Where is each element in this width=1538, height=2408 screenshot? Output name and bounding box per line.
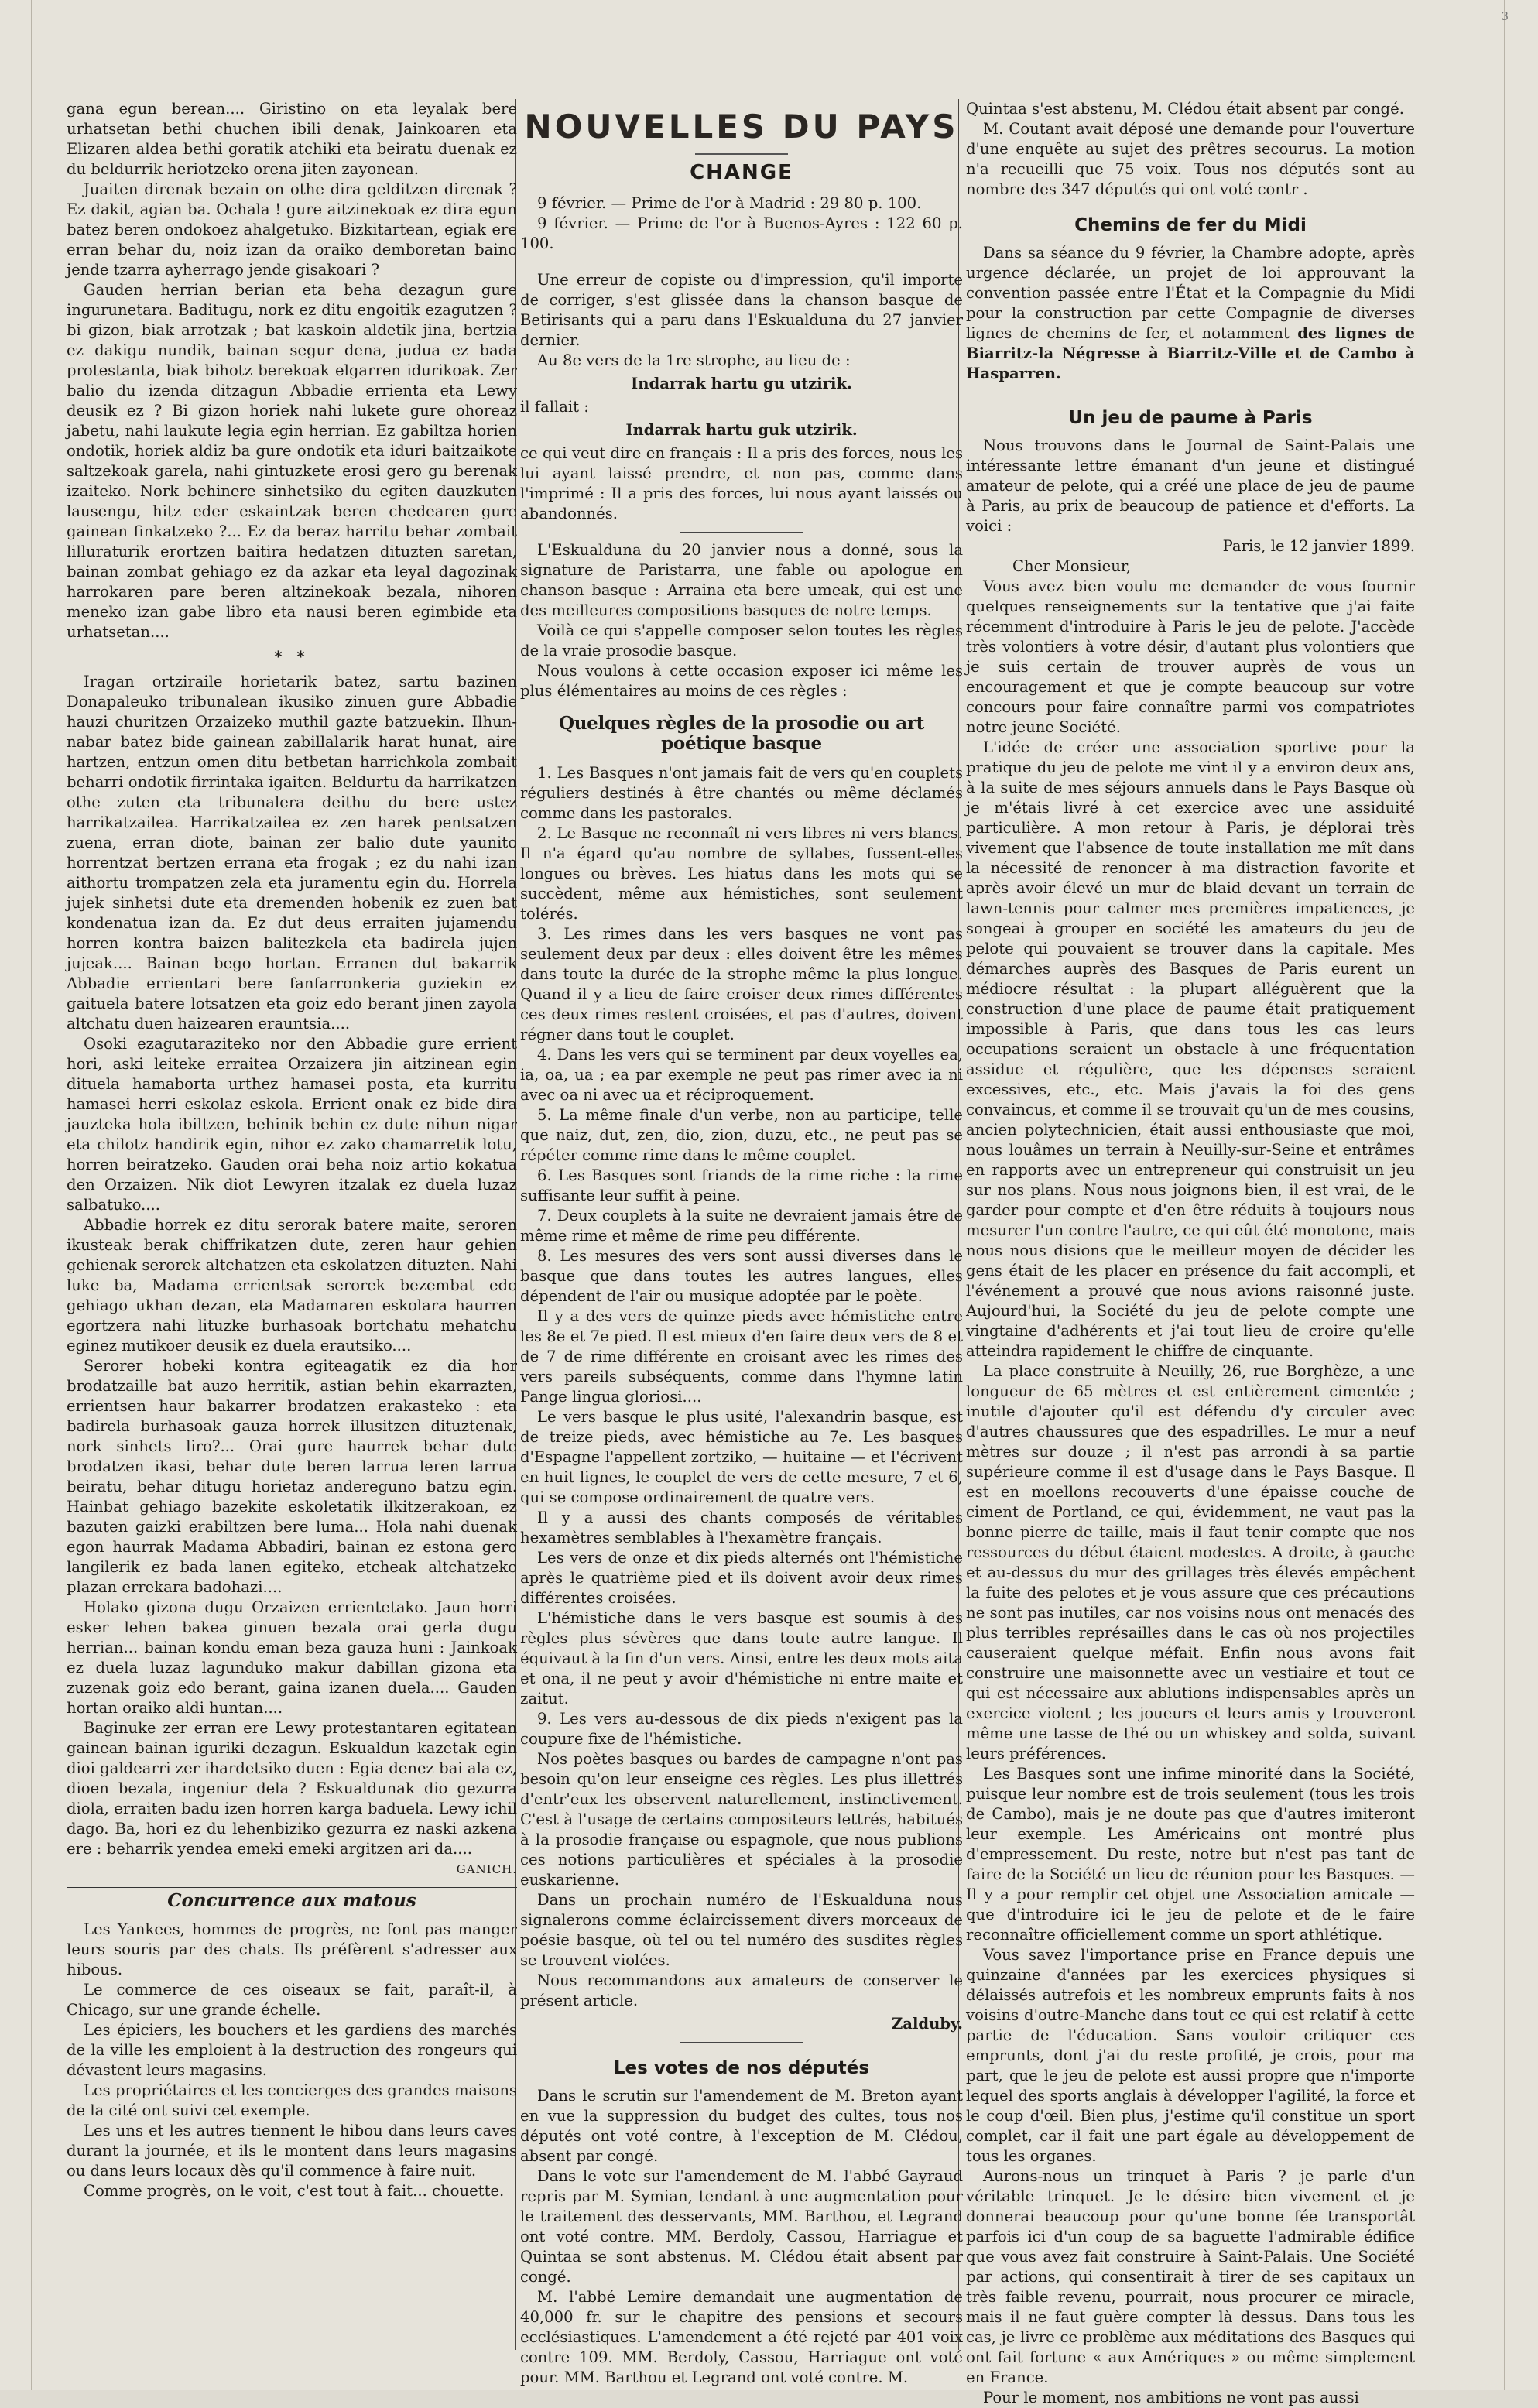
paragraph: Une erreur de copiste ou d'impression, qu'il importe de corriger, s'est glissée dans la chanson basque de Betirisants qui a paru dans l'Eskualduna du 27 janvier dernier. [520, 271, 963, 349]
paragraph: Voilà ce qui s'appelle composer selon toutes les règles de la vraie prosodie basque. [520, 622, 963, 659]
divider [695, 153, 788, 155]
rule-item: 7. Deux couplets à la suite ne devraient jamais être de même rime et même de rime peu différente. [520, 1207, 963, 1245]
divider [680, 532, 803, 533]
paragraph: Vous avez bien voulu me demander de vous fournir quelques renseignements sur la tentative que j'ai faite récemment d'introduire à Paris le jeu de pelote. J'accède très volontiers à votre désir, d'autant plus volontiers que je suis certain de trouver auprès de vous un encouragement et que je compte beaucoup sur votre concours pour faire connaître parmi vos compatriotes notre jeune Société. [966, 577, 1415, 736]
paragraph: Les vers de onze et dix pieds alternés ont l'hémistiche après le quatrième pied et ils doivent avoir deux rimes différentes croisées. [520, 1549, 963, 1607]
article-title: Un jeu de paume à Paris [1068, 408, 1313, 428]
column-nouvelles [520, 99, 963, 2386]
paragraph: Nous recommandons aux amateurs de conserver le présent article. [520, 1971, 963, 2009]
divider [680, 2042, 803, 2043]
paragraph: Les propriétaires et les concierges des grandes maisons de la cité ont suivi cet exemple. [67, 2081, 517, 2119]
rule-item: 3. Les rimes dans les vers basques ne vont pas seulement deux par deux : elles doivent être les mêmes dans toute la durée de la strophe même la plus longue. Quand il y a lieu de faire croiser deux rimes différentes ces deux rimes restent croisées, et pas d'autres, doivent régner dans tout le couplet. [520, 925, 963, 1043]
paragraph: ce qui veut dire en français : Il a pris des forces, nous les lui ayant laissé prendre, et non pas, comme dans l'imprimé : Il a pris des forces, lui nous ayant laissés ou abandonnés. [520, 444, 963, 522]
paragraph: Les uns et les autres tiennent le hibou dans leurs caves durant la journée, et ils le montent dans leurs magasins ou dans leurs locaux dès qu'il commence à faire nuit. [67, 2122, 517, 2180]
rule-item: 8. Les mesures des vers sont aussi diverses dans le basque que dans toutes les autres langues, elles dépendent de l'air ou musique adoptée par le poète. [520, 1247, 963, 1305]
section-separator: * * [274, 648, 310, 666]
paragraph: Juaiten direnak bezain on othe dira gelditzen direnak ? Ez dakit, agian ba. Ochala ! gure aitzinekoak ez dira egun batez beren ondokoez ahalgetuko. Bizkitartean, egiak ere erran behar du, noiz izan da oraiko demboretan baino jende tzarra ayherrago jende gisakoari ? [67, 180, 517, 279]
paragraph: gana egun berean.... Giristino on eta leyalak bere urhatsetan bethi chuchen ibili denak, Jainkoaren eta Elizaren aldea bethi goratik atchiki eta beiratu duenak ez du beldurrik heriotzeko orena jiten zayonean. [67, 100, 517, 178]
verse-line: Indarrak hartu guk utzirik. [625, 421, 858, 439]
paragraph-emphasis: des lignes de Biarritz-la Négresse à Biarritz-Ville et de Cambo à Hasparren. [966, 324, 1415, 382]
section-title: CHANGE [690, 161, 793, 184]
paragraph: Il y a aussi des chants composés de véritables hexamètres semblables à l'hexamètre français. [520, 1509, 963, 1547]
paragraph: Les épiciers, les bouchers et les gardiens des marchés de la ville les emploient à la destruction des rongeurs qui dévastent leurs magasins. [67, 2021, 517, 2079]
paragraph: Il y a des vers de quinze pieds avec hémistiche entre les 8e et 7e pied. Il est mieux d'en faire deux vers de 8 et de 7 de rime différente en croisant avec les rimes des vers pareils subséquents, comme dans l'hymne latin Pange lingua gloriosi.... [520, 1307, 963, 1406]
paragraph: Quintaa s'est abstenu, M. Clédou était absent par congé. [966, 100, 1404, 118]
paragraph: Gauden herrian berian eta beha dezagun gure ingurunetara. Baditugu, nork ez ditu engoitik ezagutzen ? bi gizon, biak arrotzak ; bat kaskoin aldetik jina, bertzia ez dakigu nundik, bainan segur dena, judua ez bada protestanta, biak bihotz berekoak elgarren idurikoak. Zer balio du izenda ditzagun Abbadie errienta eta Lewy deusik ez ? Bi gizon horiek nahi lukete gure ohoreaz jabetu, nahi laukute legia egin herrian. Ez gabiltza horien ondotik, horiek aldiz ba gure ondotik eta iduri baitzaikote saltzekoak garela, nahi gintuzkete erosi gero gu berenak izaiteko. Nork behinere sinhetsiko du egiten dauzkuten lausengu, hitz eder eskaintzak beren chedearen gure gainean finkatzeko ?... Ez da beraz harritu behar zombait lilluraturik erortzen baitira hedatzen dituzten saretan, bainan zombat gehiago ez da azkar eta leyal dagozinak harrokaren pare beren altzinekoak bezala, nihoren meneko izan gabe libro eta nausi beren egimbide eta urhatsetan.... [67, 281, 517, 641]
column-basque-article [67, 99, 517, 2350]
paragraph: Nous trouvons dans le Journal de Saint-Palais une intéressante lettre émanant d'un jeune et distingué amateur de pelote, qui a créé une place de jeu de paume à Paris, au prix de beaucoup de patience et d'efforts. La voici : [966, 437, 1415, 535]
article-title: Quelques règles de la prosodie ou art poétique basque [559, 713, 924, 754]
page-number: 3 [1501, 9, 1509, 23]
letter-salutation: Cher Monsieur, [1012, 557, 1132, 575]
paragraph: L'Eskualduna du 20 janvier nous a donné, sous la signature de Paristarra, une fable ou apologue en chanson basque : Arraina eta bere umeak, qui est une des meilleures compositions basques de notre temps. [520, 541, 963, 619]
section-masthead: NOUVELLES DU PAYS [524, 108, 959, 146]
paragraph: M. Coutant avait déposé une demande pour l'ouverture d'une enquête au sujet des prêtres secourus. La motion n'a recueilli que 75 voix. Tous nos députés sont au nombre des 347 députés qui ont voté contr . [966, 120, 1415, 198]
paragraph [966, 243, 1415, 384]
article-signature: GANICH. [456, 1862, 517, 1876]
paragraph-text: Dans sa séance du 9 février, la Chambre adopte, après urgence déclarée, un projet de loi approuvant la convention passée entre l'État et la Compagnie du Midi pour la construction par cette Compagnie de diverses lignes de chemins de fer, et notamment [966, 244, 1415, 342]
rule-item: 1. Les Basques n'ont jamais fait de vers qu'en couplets réguliers destinés à être chantés ou même déclamés comme dans les pastorales. [520, 764, 963, 822]
paragraph: Comme progrès, on le voit, c'est tout à fait... chouette. [84, 2182, 505, 2200]
paragraph: Au 8e vers de la 1re strophe, au lieu de : [537, 351, 851, 369]
letter-date: Paris, le 12 janvier 1899. [1222, 537, 1415, 555]
paragraph: Le commerce de ces oiseaux se fait, paraît-il, à Chicago, sur une grande échelle. [67, 1981, 517, 2019]
article-title: Chemins de fer du Midi [1074, 215, 1307, 235]
column-paume [966, 99, 1416, 2406]
paragraph: Nous voulons à cette occasion exposer ici même les plus élémentaires au moins de ces règles : [520, 662, 963, 700]
paragraph: Vous savez l'importance prise en France depuis une quinzaine d'années par les exercices physiques si délaissés autrefois et les nombreux emprunts faits à nos voisins d'outre-Manche dans tout ce qui est relatif à cette partie de l'éducation. Sans vouloir critiquer ces emprunts, dont j'ai du reste profité, je crois, pour ma part, que le jeu de pelote est aussi propre que n'importe lequel des sports anglais à développer l'agilité, la force et le coup d'œil. Bien plus, j'estime qu'il constitue un sport complet, car il fait une part égale au développement de tous les organes. [966, 1946, 1415, 2165]
paragraph: Les Yankees, hommes de progrès, ne font pas manger leurs souris par des chats. Ils préfèrent s'adresser aux hibous. [67, 1920, 517, 1978]
paragraph: Holako gizona dugu Orzaizen errientetako. Jaun horri esker lehen bakea ginuen bezala orai gerla dugu herrian... bainan kondu eman beza gauza huni : Jainkoak ez duela luzaz lagunduko makur dabillan gizona eta zuzenak goiz edo berant, gaina izanen duela.... Gauden hortan oraiko aldi huntan.... [67, 1598, 517, 1717]
article-title: Concurrence aux matous [67, 1887, 517, 1913]
paragraph: M. l'abbé Lemire demandait une augmentation de 40,000 fr. sur le chapitre des pensions et secours ecclésiastiques. L'amendement a été rejeté par 401 voix contre 109. MM. Berdoly, Cassou, Harriague ont voté pour. MM. Barthou et Legrand ont voté contre. M. [520, 2288, 963, 2386]
paragraph: Dans le vote sur l'amendement de M. l'abbé Gayraud repris par M. Symian, tendant à une augmentation pour le traitement des desservants, MM. Barthou, et Legrand ont voté contre. MM. Berdoly, Cassou, Harriague et Quintaa se sont abstenus. M. Clédou était absent par congé. [520, 2167, 963, 2286]
paragraph: Le vers basque le plus usité, l'alexandrin basque, est de treize pieds, avec hémistiche au 7e. Les basques d'Espagne l'appellent zortziko, — huitaine — et l'écrivent en huit lignes, le couplet de vers de cette mesure, 7 et 6, qui se compose ordinairement de quatre vers. [520, 1408, 963, 1506]
paragraph: 9 février. — Prime de l'or à Madrid : 29 80 p. 100. [537, 194, 922, 212]
rule-item: 2. Le Basque ne reconnaît ni vers libres ni vers blancs. Il n'a égard qu'au nombre de syllabes, fussent-elles longues ou brèves. Les hiatus dans les mots qui se succèdent, même aux hémistiches, sont seulement tolérés. [520, 824, 963, 923]
paragraph: Les Basques sont une infime minorité dans la Société, puisque leur nombre est de trois seulement (tous les trois de Cambo), mais je ne doute pas que d'autres imiteront leur exemple. Les Américains ont montré plus d'empressement. Du reste, notre but n'est pas tant de faire de la Société un lieu de réunion pour les Basques. — Il y a pour remplir cet objet une Association amicale — que d'introduire ici le jeu de pelote et de le faire reconnaître officiellement comme un sport athlétique. [966, 1765, 1415, 1944]
verse-line: Indarrak hartu gu utzirik. [631, 375, 852, 392]
paragraph: Nos poètes basques ou bardes de campagne n'ont pas besoin qu'on leur enseigne ces règles. Les plus illettrés d'entr'eux les observent naturellement, instinctivement. C'est à l'usage de certains compositeurs lettrés, habitués à la prosodie française ou espagnole, que nous publions ces notions particulières et spéciales à la prosodie euskarienne. [520, 1750, 963, 1889]
paragraph: Osoki ezagutaraziteko nor den Abbadie gure errient hori, aski leiteke erraitea Orzaizera jin aitzinean egin dituela hamaborta urthez hamasei posta, eta kurritu hamasei herri eskolaz eskola. Errient onak ez bide dira jauzteka hola ibiltzen, behinik behin ez dute nihun nigar eta chilotz handirik egin, nihor ez zako chamarretik lotu, horren beiratzeko. Gauden orai beha noiz artio kokatua den Orzaizen. Nik diot Lewyren itzalak ez duela luzaz salbatuko.... [67, 1035, 517, 1214]
rule-item: 6. Les Basques sont friands de la rime riche : la rime suffisante leur suffit à peine. [520, 1166, 963, 1204]
paragraph: L'hémistiche dans le vers basque est soumis à des règles plus sévères que dans toute autre langue. Il équivaut à la fin d'un vers. Ainsi, entre les deux mots aita et ona, il ne peut y avoir d'hémistiche ni entre maite et zaitut. [520, 1609, 963, 1708]
paragraph: il fallait : [520, 398, 589, 416]
paragraph: Aurons-nous un trinquet à Paris ? je parle d'un véritable trinquet. Je le désire bien vivement et je donnerai beaucoup pour qu'une bonne fée transportât parfois ici d'un coup de sa baguette l'admirable édifice que vous avez fait construire à Saint-Palais. Une Société par actions, qui consentirait à tirer de ses capitaux un très faible revenu, pourrait, nous procurer ce miracle, mais il ne faut guère compter là dessus. Dans tous les cas, je livre ce problème aux méditations des Basques qui ont fait fortune « aux Amériques » ou même simplement en France. [966, 2167, 1415, 2386]
paragraph: Serorer hobeki kontra egiteagatik ez dia hor brodatzaille bat auzo herritik, astian behin ekarrazten, errientsen haur bakarrer brodatzen erakasteko : eta badirela burhasoak gauza horrek illusitzen dituztenak, nork sinhets liro?... Orai gure haurrek behar dute brodatzen ikasi, behar dute beren larrua leren larrua beiratu, behar ditugu horietaz andereguno batzu egin. Hainbat gehiago bazekite eskoletatik ilkitzerakoan, ez bazuten gaizki erabiltzen bere luma... Hola nahi duenak egon haurrak Madama Abbadiri, bainan ez estona gero langilerik ez bada lanen egiteko, etcheak altchatzeko plazan errekara badohazi.... [67, 1357, 517, 1596]
rule-item: 4. Dans les vers qui se terminent par deux voyelles ea, ia, oa, ua ; ea par exemple ne peut pas rimer avec ia ni avec oa ni avec ua et réciproquement. [520, 1046, 963, 1104]
article-signature: Zalduby. [891, 2015, 963, 2033]
rule-item: 9. Les vers au-dessous de dix pieds n'exigent pas la coupure fixe de l'hémistiche. [520, 1710, 963, 1748]
paragraph: Pour le moment, nos ambitions ne vont pas aussi [983, 2389, 1359, 2406]
paragraph: La place construite à Neuilly, 26, rue Borghèze, a une longueur de 65 mètres et est entièrement cimentée ; inutile d'ajouter qu'il est défendu d'y circuler avec d'autres chaussures que des espadrilles. Le mur a neuf mètres sur douze ; il n'est pas arrondi à sa partie supérieure comme il est d'usage dans le Pays Basque. Il est en moellons recouverts d'une épaisse couche de ciment de Portland, ce qui, évidemment, ne vaut pas la bonne pierre de taille, mais il faut tenir compte que nos ressources du début étaient modestes. A droite, à gauche et au-dessus du mur des grillages très élevés empêchent la fuite des pelotes et je vous assure que ces précautions ne sont pas inutiles, car nos voisins nous ont menacés des plus terribles représailles dans le cas où nos projectiles causeraient quelque méfait. Enfin nous avons fait construire une maisonnette avec un vestiaire et tout ce qui est nécessaire aux ablutions indispensables après un exercice violent ; les joueurs et leurs amis y trouveront même une tasse de thé ou un whiskey and solda, suivant leurs préférences. [966, 1362, 1415, 1762]
paragraph: Dans le scrutin sur l'amendement de M. Breton ayant en vue la suppression du budget des cultes, tous nos députés ont voté contre, à l'exception de M. Clédou, absent par congé. [520, 2087, 963, 2165]
paragraph: Iragan ortziraile horietarik batez, sartu bazinen Donapaleuko tribunalean ikusiko zinuen gure Abbadie hauzi churitzen Orzaizeko muthil gazte batzuekin. Ilhun-nabar batez bide gainean zabillalarik harat hunat, aire hartzen, entzun omen ditu betbetan harrichkola zombait beharri ondotik firrintaka igaiten. Beldurtu da harrikatzen othe zuten eta tribunalera deithu du bere ustez harrikatzailea. Harrikatzailea ez zen harek pentsatzen zuena, erran diote, bainan zer balio dute yaunito horrentzat bertzen errana eta frogak ; ez du nahi izan aithortu trompatzen zela eta juramentu egin du. Horrela jujek sinhetsi dute eta dremenden hobenik ez zuen bat kondenatua izan da. Ez dut deus erraiten jujamendu horren kontra baizen balitezkela eta badirela jujen jujeak.... Bainan bego hortan. Erranen dut bakarrik Abbadie errientari bere fanfarronkeria guziekin ez gaituela batere lotsatzen eta goiz edo berant jinen zayola altchatu duen haizearen erauntsia.... [67, 673, 517, 1033]
paragraph: Abbadie horrek ez ditu serorak batere maite, seroren ikusteak berak chiffrikatzen dute, zeren haur gehien gehienak serorek altchatzen eta eskolatzen dituzten. Nahi luke ba, Madama errientsak serorek bezembat edo gehiago ukhan dezan, eta Madamaren eskolara haurren egortzera nahi lituzke burhasoak bortchatu mehatchu eginez mutikoer deusik ez duela erautsiko.... [67, 1216, 517, 1355]
article-title: Les votes de nos députés [613, 2058, 870, 2078]
paragraph: Dans un prochain numéro de l'Eskualduna nous signalerons comme éclaircissement divers morceaux de poésie basque, où tel ou tel numéro des susdites règles se trouvent violées. [520, 1891, 963, 1969]
paragraph: 9 février. — Prime de l'or à Buenos-Ayres : 122 60 p. 100. [520, 214, 963, 252]
paragraph: Baginuke zer erran ere Lewy protestantaren egitatean gainean bainan iguriki dezagun. Eskualdun kazetak egin dioi galdearri zer ihardetsiko duen : Egia denez bai ala ez, dioen bezala, ingeniur dela ? Eskualdunak dio gezurra diola, erraiten badu izen horren karga baduela. Lewy ichil dago. Ba, hori ez du lehenbiziko gezurra ez naski azkena ere : beharrik yendea emeki emeki argitzen ari da.... [67, 1719, 517, 1858]
paragraph: L'idée de créer une association sportive pour la pratique du jeu de pelote me vint il y a environ deux ans, à la suite de mes séjours annuels dans le Pays Basque où je m'étais livré à cet exercice avec une assiduité particulière. A mon retour à Paris, je déplorai très vivement que l'absence de toute installation me mît dans la nécessité de renoncer à ma distraction favorite et après avoir élevé un mur de blaid devant un terrain de lawn-tennis pour calmer mes premières impatiences, je songeai à grouper en société les amateurs du jeu de pelote qui pouvaient se trouver dans la capitale. Mes démarches auprès des Basques de Paris eurent un médiocre résultat : la plupart alléguèrent que la construction d'une place de paume était pratiquement impossible à Paris, que dans tous les cas leurs occupations seraient un obstacle à une fréquentation assidue et régulière, que les dépenses seraient excessives, etc., etc. Mais j'avais la foi des gens convaincus, et comme il se trouvait qu'un de mes cousins, ancien polytechnicien, était aussi enthousiaste que moi, nous louâmes un terrain à Neuilly-sur-Seine et entrâmes en rapports avec un entrepreneur qui construisit un jeu sur nos plans. Nous nous joignons bien, il est vrai, de le garder pour compte et d'en être réduits à toujours nous mesurer l'un contre l'autre, ce qui eût été monotone, mais nous nous disions que le meilleur moyen de décider les gens était de les placer en présence du fait accompli, et l'événement a prouvé que nous avions raisonné juste. Aujourd'hui, la Société du jeu de pelote compte une vingtaine d'adhérents et j'ai tout lieu de croire qu'elle atteindra rapidement le chiffre de cinquante. [966, 738, 1416, 1360]
rule-item: 5. La même finale d'un verbe, non au participe, telle que naiz, dut, zen, dio, zion, duzu, etc., ne peut pas se répéter comme rime dans le même couplet. [520, 1106, 963, 1164]
